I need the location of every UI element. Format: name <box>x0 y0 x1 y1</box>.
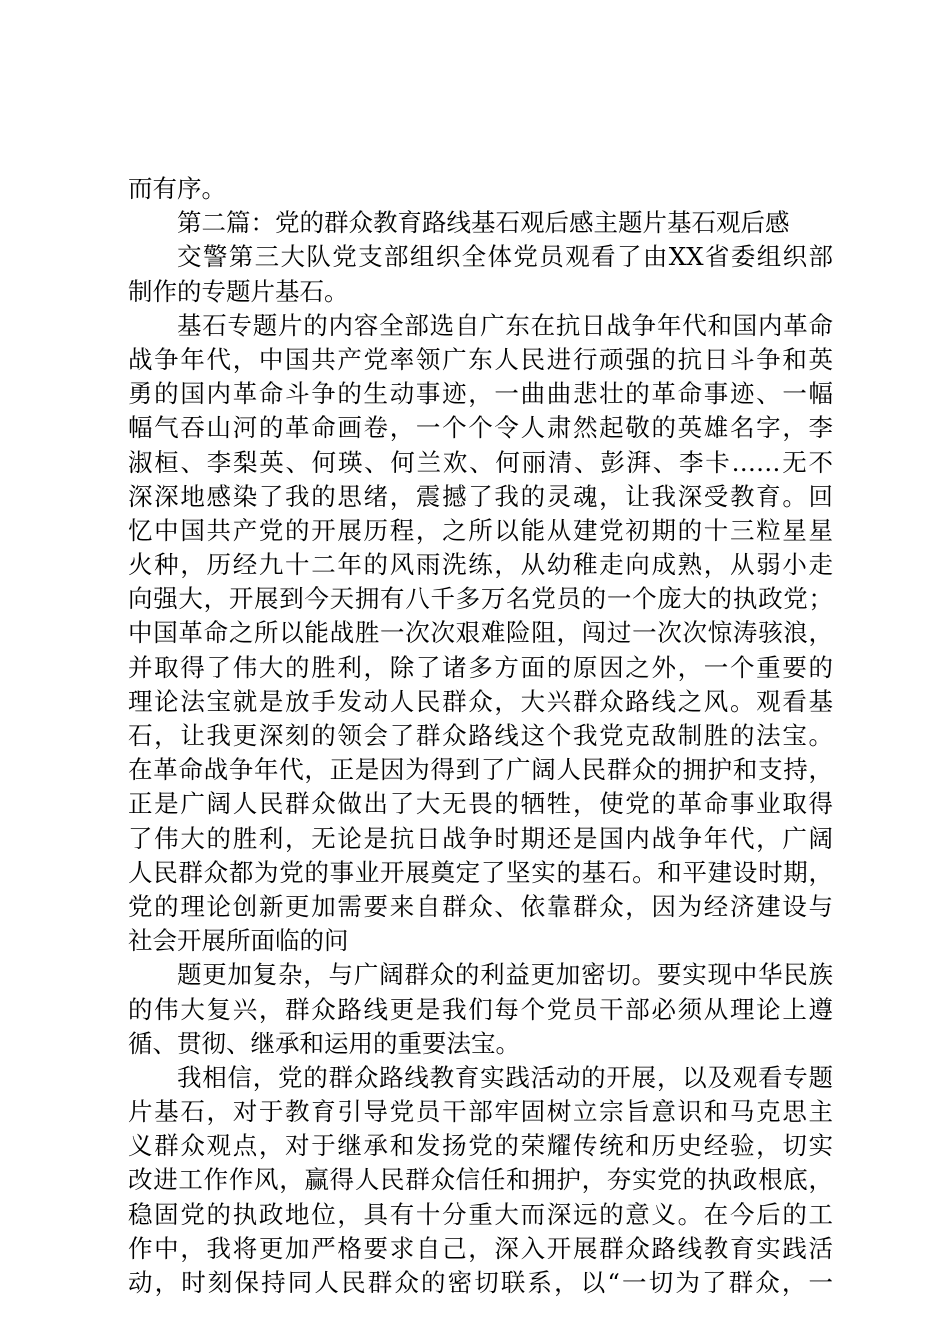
text-line: 片基石，对于教育引导党员干部牢固树立宗旨意识和马克思主 <box>128 1097 833 1127</box>
text-line: 正是广阔人民群众做出了大无畏的牺牲，使党的革命事业取得 <box>128 789 833 819</box>
text-line: 在革命战争年代，正是因为得到了广阔人民群众的拥护和支持， <box>128 755 833 785</box>
text-line: 火种，历经九十二年的风雨洗练，从幼稚走向成熟，从弱小走 <box>128 550 833 580</box>
text-line: 忆中国共产党的开展历程，之所以能从建党初期的十三粒星星 <box>128 515 833 545</box>
text-line: 改进工作作风，赢得人民群众信任和拥护，夯实党的执政根底， <box>128 1165 833 1195</box>
text-line: 我相信，党的群众路线教育实践活动的开展，以及观看专题 <box>177 1062 833 1092</box>
text-line: 义群众观点，对于继承和发扬党的荣耀传统和历史经验，切实 <box>128 1131 833 1161</box>
text-line: 第二篇：党的群众教育路线基石观后感主题片基石观后感 <box>177 208 790 238</box>
text-line: 而有序。 <box>128 174 226 203</box>
text-line: 理论法宝就是放手发动人民群众，大兴群众路线之风。观看基 <box>128 686 833 716</box>
text-line: 中国革命之所以能战胜一次次艰难险阻，闯过一次次惊涛骇浪， <box>128 618 833 648</box>
text-line: 作中，我将更加严格要求自己，深入开展群众路线教育实践活 <box>128 1233 833 1263</box>
text-line: 稳固党的执政地位，具有十分重大而深远的意义。在今后的工 <box>128 1199 833 1229</box>
text-line: 循、贯彻、继承和运用的重要法宝。 <box>128 1028 520 1058</box>
text-line: 向强大，开展到今天拥有八千多万名党员的一个庞大的执政党； <box>128 584 833 614</box>
text-line: 人民群众都为党的事业开展奠定了坚实的基石。和平建设时期， <box>128 857 833 887</box>
text-line: 动，时刻保持同人民群众的密切联系，以“一切为了群众，一 <box>128 1268 833 1297</box>
text-line: 并取得了伟大的胜利，除了诸多方面的原因之外，一个重要的 <box>128 652 833 682</box>
text-line: 党的理论创新更加需要来自群众、依靠群众，因为经济建设与 <box>128 891 833 921</box>
text-line: 石，让我更深刻的领会了群众路线这个我党克敌制胜的法宝。 <box>128 721 833 750</box>
text-line: 制作的专题片基石。 <box>128 276 349 306</box>
text-line: 深深地感染了我的思绪，震撼了我的灵魂，让我深受教育。回 <box>128 481 833 511</box>
text-line: 幅气吞山河的革命画卷，一个个令人肃然起敬的英雄名字，李 <box>128 413 833 443</box>
text-line: 的伟大复兴，群众路线更是我们每个党员干部必须从理论上遵 <box>128 994 833 1024</box>
document-body <box>128 172 833 1300</box>
text-line: 战争年代，中国共产党率领广东人民进行顽强的抗日斗争和英 <box>128 344 833 374</box>
text-line: 交警第三大队党支部组织全体党员观看了由XX省委组织部 <box>177 242 833 272</box>
text-line: 勇的国内革命斗争的生动事迹，一曲曲悲壮的革命事迹、一幅 <box>128 379 833 409</box>
text-line: 题更加复杂，与广阔群众的利益更加密切。要实现中华民族 <box>177 960 833 990</box>
text-line: 了伟大的胜利，无论是抗日战争时期还是国内战争年代，广阔 <box>128 823 833 853</box>
text-line: 淑桓、李梨英、何瑛、何兰欢、何丽清、彭湃、李卡……无不 <box>128 447 833 477</box>
text-line: 基石专题片的内容全部选自广东在抗日战争年代和国内革命 <box>177 310 833 340</box>
text-line: 社会开展所面临的问 <box>128 926 349 956</box>
